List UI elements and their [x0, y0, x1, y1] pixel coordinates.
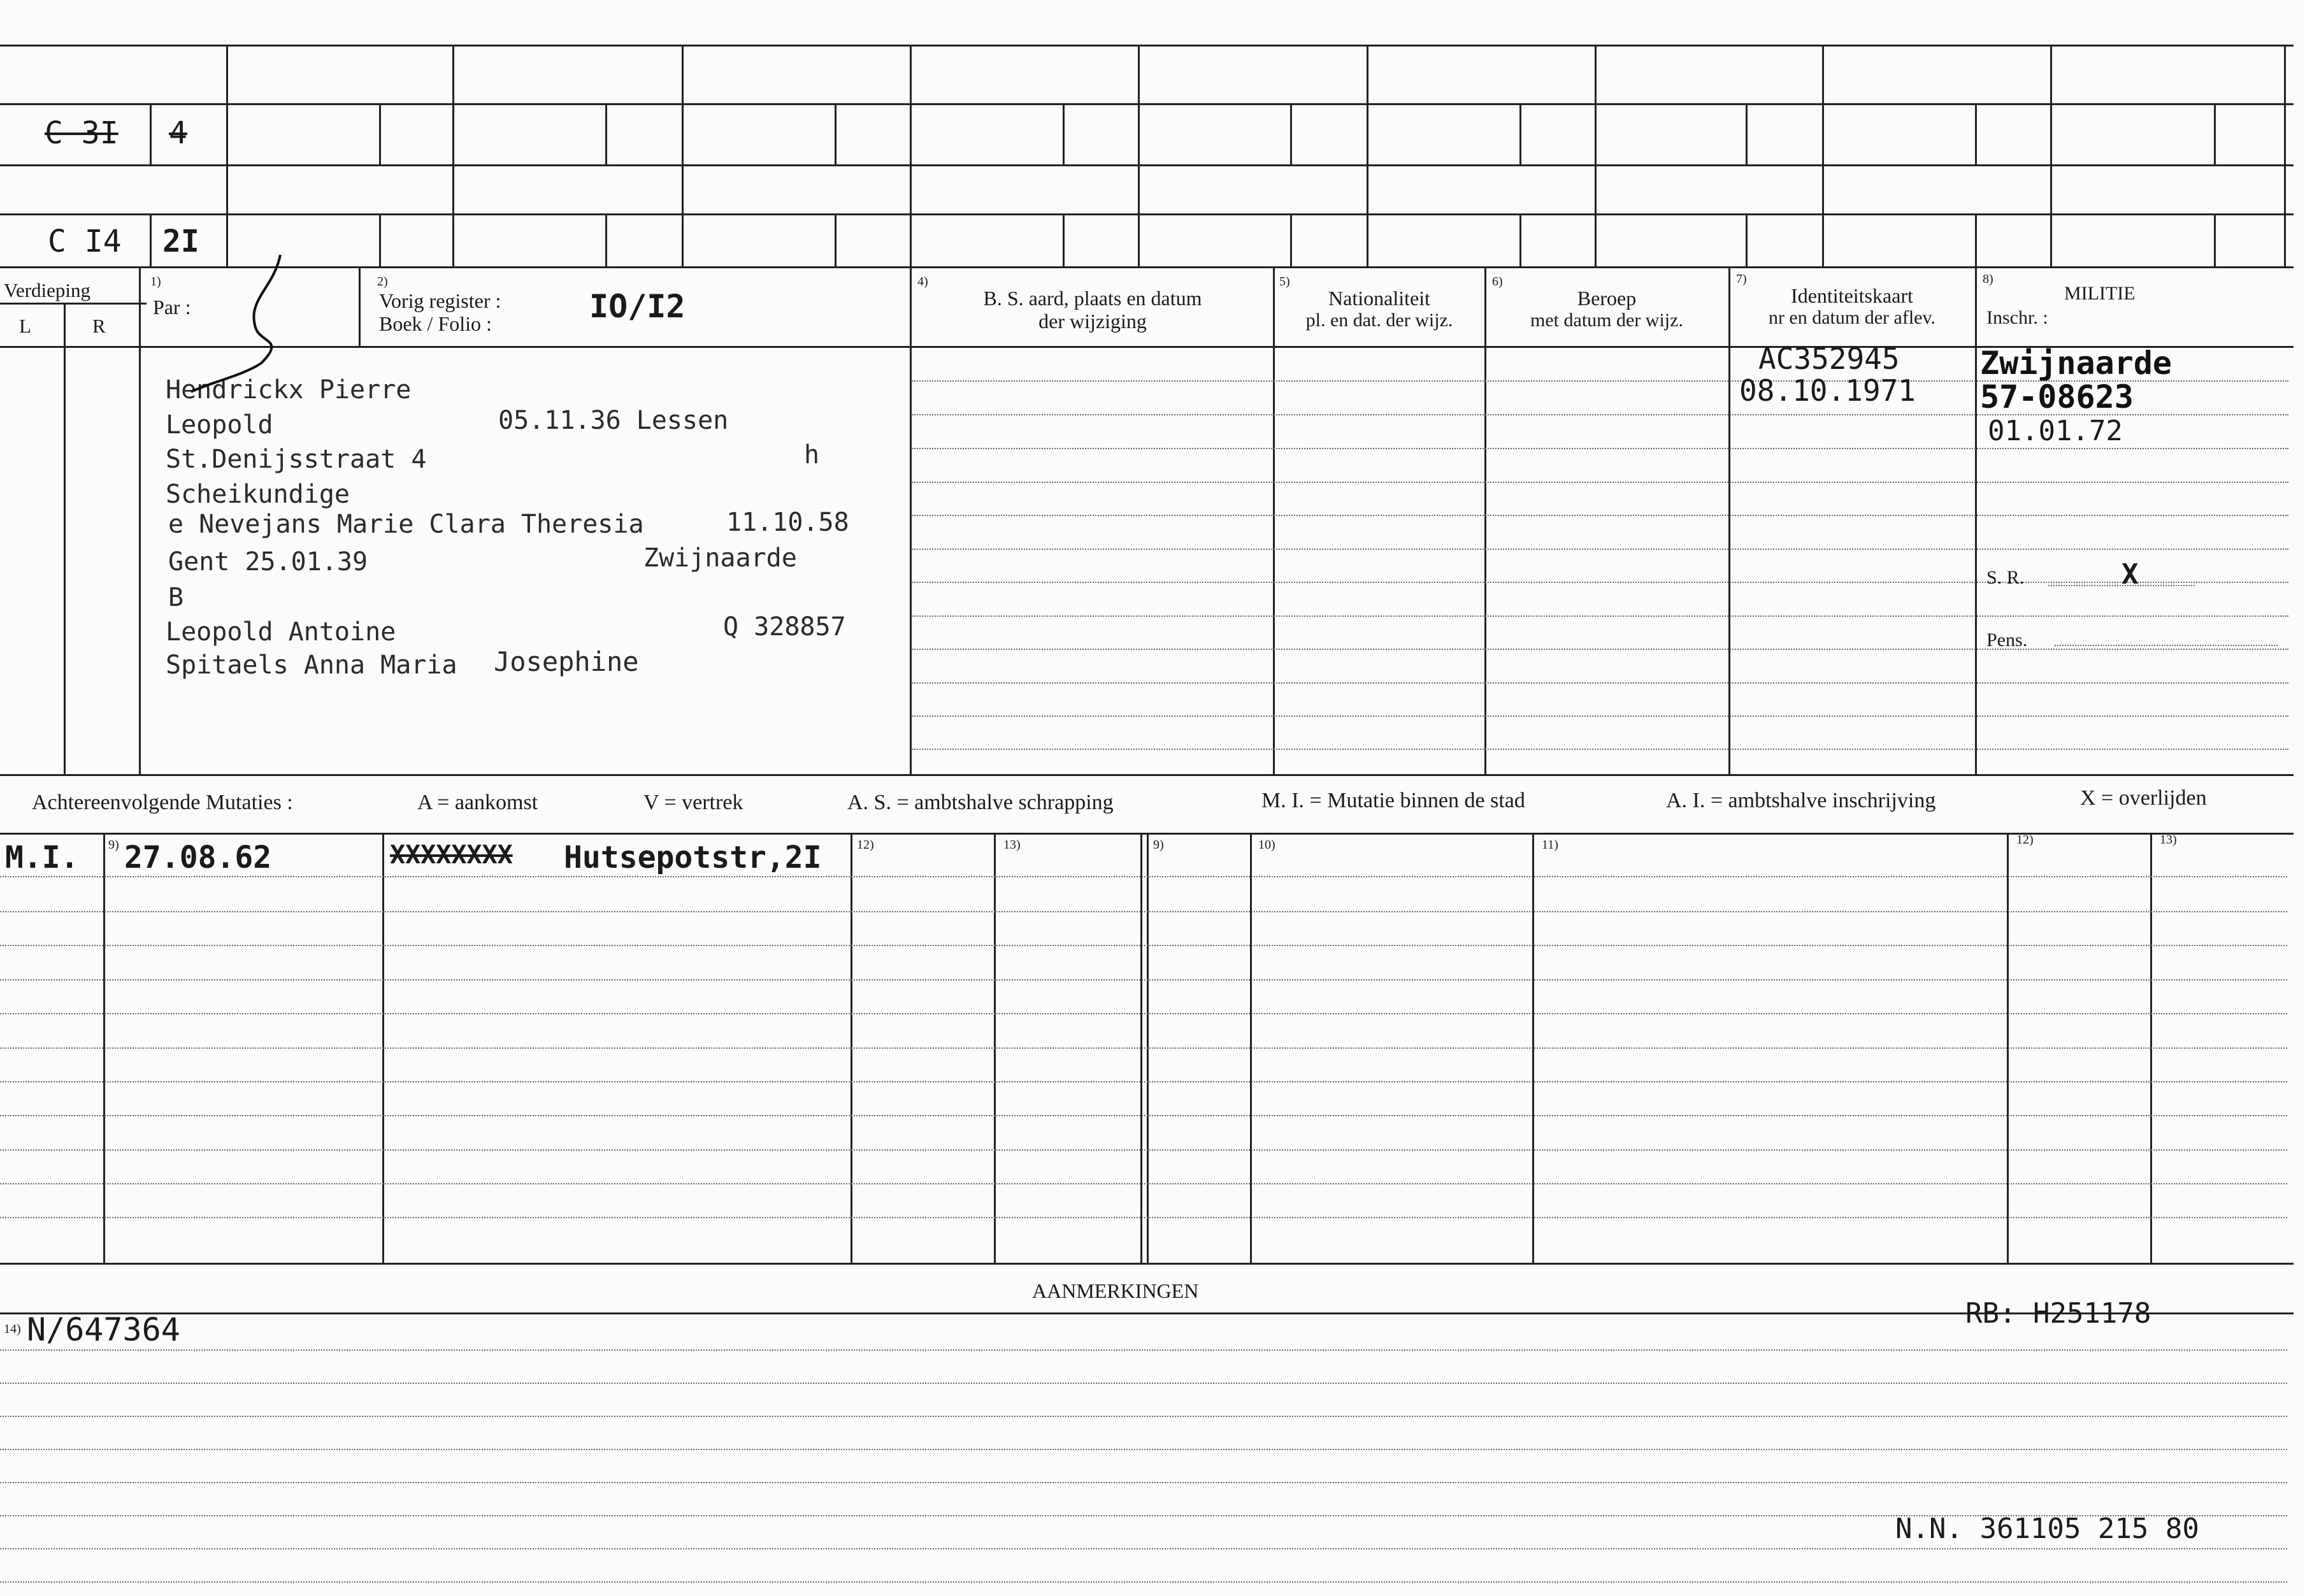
father-code: Q 328857 — [723, 612, 846, 642]
registry-code-1: C 3I — [45, 115, 118, 151]
identiteitskaart-number: 7) — [1736, 272, 1747, 286]
spouse-birth: Gent 25.01.39 — [168, 547, 368, 577]
vorig-register-value: IO/I2 — [589, 288, 686, 325]
person-profession: Scheikundige — [166, 480, 350, 509]
marriage-date: 11.10.58 — [726, 508, 849, 537]
mutation-address: Hutsepotstr,2I — [564, 840, 822, 875]
mutation-date: 27.08.62 — [124, 840, 272, 875]
remarks-title: AANMERKINGEN — [1032, 1279, 1199, 1302]
par-number: 1) — [150, 275, 161, 289]
sr-value: X — [2122, 558, 2139, 591]
mut-col-label-h: 13) — [2160, 833, 2177, 847]
sr-label: S. R. — [1986, 567, 2025, 588]
mut-col-label-a: 9) — [108, 838, 119, 852]
nationaliteit-header-line2: pl. en dat. der wijz. — [1305, 310, 1453, 331]
person-spouse: e Nevejans Marie Clara Theresia — [168, 510, 644, 539]
registry-number-1: 4 — [169, 115, 187, 151]
identity-card-number: AC352945 — [1758, 341, 1900, 376]
inschr-label: Inschr. : — [1986, 307, 2048, 328]
identiteitskaart-header-line2: nr en datum der aflev. — [1768, 307, 1936, 328]
militie-header: MILITIE — [2064, 283, 2136, 304]
beroep-header-line2: met datum der wijz. — [1530, 310, 1683, 331]
mut-col-label-c: 13) — [1003, 838, 1021, 852]
person-b-mark: B — [168, 583, 184, 612]
verdieping-label: Verdieping — [4, 279, 91, 301]
remarks-number: 14) — [4, 1322, 21, 1336]
registry-code-2: C I4 — [48, 224, 122, 259]
legend-v: V = vertrek — [643, 791, 743, 814]
legend-ai: A. I. = ambtshalve inschrijving — [1666, 789, 1936, 812]
vorig-number: 2) — [377, 275, 388, 289]
verdieping-r-label: R — [92, 315, 106, 337]
remarks-n-value: N/647364 — [27, 1311, 180, 1348]
legend-x: X = overlijden — [2080, 786, 2207, 810]
pen-scribble — [185, 248, 312, 395]
par-label: Par : — [153, 296, 191, 319]
militie-date: 01.01.72 — [1988, 415, 2123, 447]
legend-a: A = aankomst — [417, 791, 538, 814]
nationaliteit-header-line1: Nationaliteit — [1328, 287, 1430, 310]
person-birth: 05.11.36 Lessen — [498, 406, 729, 435]
legend-mi: M. I. = Mutatie binnen de stad — [1261, 789, 1525, 812]
bs-header-line2: der wijziging — [1038, 310, 1147, 333]
mut-col-label-d: 9) — [1153, 838, 1164, 852]
beroep-number: 6) — [1492, 275, 1503, 289]
boek-folio-label: Boek / Folio : — [379, 312, 492, 335]
registry-number-2: 2I — [162, 224, 199, 259]
bs-number: 4) — [917, 275, 928, 289]
mut-col-label-g: 12) — [2016, 833, 2034, 847]
militie-number-value: 57-08623 — [1980, 378, 2134, 415]
identity-card-date: 08.10.1971 — [1739, 373, 1916, 408]
mut-col-label-f: 11) — [1542, 838, 1558, 852]
mother-name: Spitaels Anna Maria — [166, 651, 457, 680]
legend-as: A. S. = ambtshalve schrapping — [847, 791, 1114, 814]
nationaliteit-number: 5) — [1279, 275, 1290, 289]
pens-label: Pens. — [1986, 629, 2028, 651]
father-name: Leopold Antoine — [166, 617, 396, 647]
mutation-struck-text: XXXXXXXX — [390, 840, 513, 870]
mut-col-label-b: 12) — [857, 838, 874, 852]
mut-col-label-e: 10) — [1258, 838, 1275, 852]
mother-extra-name: Josephine — [494, 646, 639, 677]
legend-title: Achtereenvolgende Mutaties : — [32, 791, 293, 814]
beroep-header-line1: Beroep — [1577, 287, 1637, 310]
person-h-mark: h — [804, 440, 820, 470]
remarks-nn: N.N. 361105 215 80 — [1895, 1513, 2199, 1545]
person-name: Hendrickx Pierre — [166, 375, 412, 405]
militie-place: Zwijnaarde — [1980, 345, 2172, 382]
bs-header-line1: B. S. aard, plaats en datum — [983, 287, 1202, 310]
verdieping-l-label: L — [19, 315, 31, 337]
vorig-register-label: Vorig register : — [379, 289, 501, 312]
person-address: St.Denijsstraat 4 — [166, 445, 427, 474]
identiteitskaart-header-line1: Identiteitskaart — [1791, 284, 1913, 307]
marriage-place: Zwijnaarde — [643, 543, 797, 573]
person-firstname: Leopold — [166, 410, 273, 440]
mutation-type: M.I. — [5, 840, 79, 875]
militie-number: 8) — [1983, 272, 1993, 286]
remarks-rb: RB: H251178 — [1965, 1297, 2151, 1330]
